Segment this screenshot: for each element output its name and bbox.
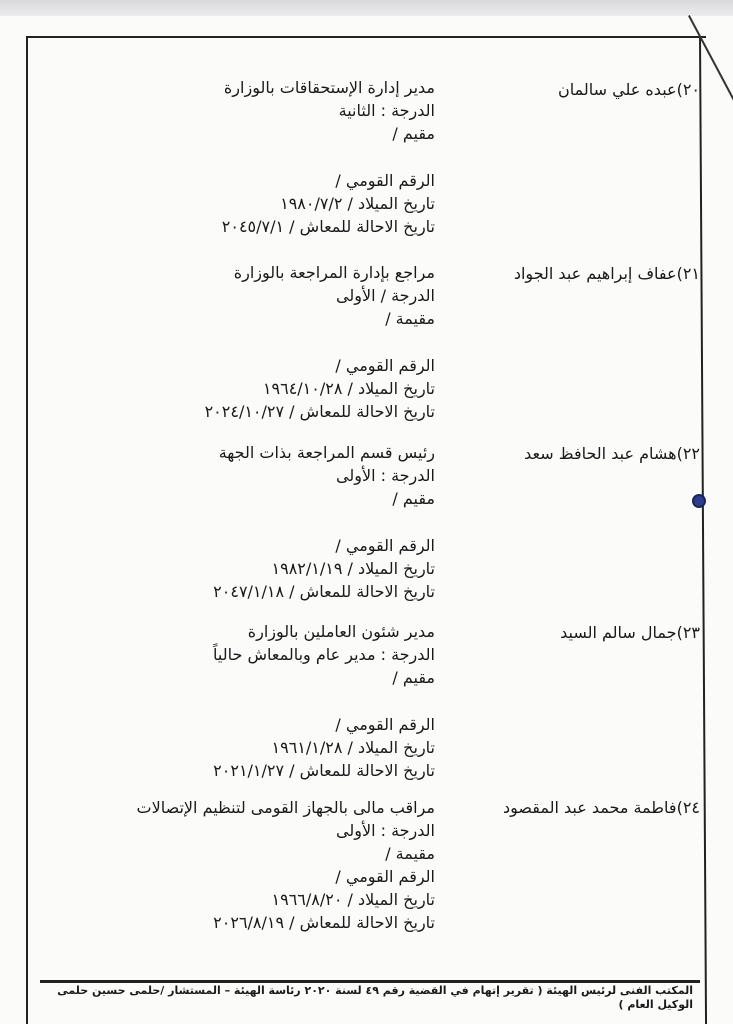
defendant-details <box>213 620 435 782</box>
defendant-entry-20 <box>40 76 700 286</box>
job-title: مدير شئون العاملين بالوزارة <box>247 622 435 641</box>
national-id: الرقم القومي / <box>335 171 435 190</box>
defendant-name: ٢٣)جمال سالم السيد <box>560 623 700 642</box>
page-footer: المكتب الفنى لرئيس الهيئة ( تقرير إتهام في القضية رقم ٤٩ لسنة ٢٠٢٠ رئاسة الهيئة – المستشار /حلمى حسين حلمى الوكيل العام ) <box>57 984 693 1011</box>
spacer <box>205 330 435 354</box>
defendant-details <box>222 76 435 238</box>
defendant-name: ٢٠)عبده علي سالمان <box>558 80 700 99</box>
scan-top-margin <box>0 0 733 16</box>
spacer <box>213 689 435 713</box>
birth-date: تاريخ الميلاد / ١٩٦١/١/٢٨ <box>271 738 435 757</box>
page-border-left <box>26 36 28 1024</box>
retirement-date: تاريخ الاحالة للمعاش / ٢٠٤٥/٧/١ <box>221 217 435 236</box>
defendant-details <box>205 261 435 423</box>
birth-date: تاريخ الميلاد / ١٩٦٦/٨/٢٠ <box>271 890 435 909</box>
spacer <box>222 145 435 169</box>
residence: مقيم / <box>392 124 435 143</box>
residence: مقيمة / <box>385 309 435 328</box>
defendant-entry-21 <box>40 261 700 471</box>
job-title: رئيس قسم المراجعة بذات الجهة <box>218 443 435 462</box>
defendant-name: ٢١)عفاف إبراهيم عبد الجواد <box>513 264 700 283</box>
defendant-details <box>213 441 435 603</box>
defendant-name: ٢٢)هشام عبد الحافظ سعد <box>524 444 700 463</box>
job-title: مدير إدارة الإستحقاقات بالوزارة <box>223 78 435 97</box>
national-id: الرقم القومي / <box>335 356 435 375</box>
national-id: الرقم القومي / <box>335 867 435 886</box>
grade: الدرجة : الأولى <box>336 466 435 485</box>
grade: الدرجة : مدير عام وبالمعاش حالياً <box>213 645 435 664</box>
national-id: الرقم القومي / <box>335 536 435 555</box>
footer-divider <box>40 980 700 983</box>
job-title: مراجع بإدارة المراجعة بالوزارة <box>233 263 435 282</box>
retirement-date: تاريخ الاحالة للمعاش / ٢٠٢٤/١٠/٢٧ <box>204 402 435 421</box>
grade: الدرجة / الأولى <box>336 286 435 305</box>
grade: الدرجة : الأولى <box>336 821 435 840</box>
retirement-date: تاريخ الاحالة للمعاش / ٢٠٢١/١/٢٧ <box>213 761 435 780</box>
spacer <box>213 510 435 534</box>
defendant-name: ٢٤)فاطمة محمد عبد المقصود <box>502 798 700 817</box>
defendant-entry-24 <box>40 796 700 1006</box>
retirement-date: تاريخ الاحالة للمعاش / ٢٠٢٦/٨/١٩ <box>213 913 435 932</box>
birth-date: تاريخ الميلاد / ١٩٨٠/٧/٢ <box>280 194 435 213</box>
job-title: مراقب مالى بالجهاز القومى لتنظيم الإتصالات <box>136 798 435 817</box>
page-border-top <box>26 36 706 38</box>
retirement-date: تاريخ الاحالة للمعاش / ٢٠٤٧/١/١٨ <box>213 582 435 601</box>
residence: مقيمة / <box>385 844 435 863</box>
grade: الدرجة : الثانية <box>338 101 435 120</box>
defendant-details <box>137 796 435 934</box>
residence: مقيم / <box>392 668 435 687</box>
birth-date: تاريخ الميلاد / ١٩٨٢/١/١٩ <box>271 559 435 578</box>
birth-date: تاريخ الميلاد / ١٩٦٤/١٠/٢٨ <box>262 379 435 398</box>
national-id: الرقم القومي / <box>335 715 435 734</box>
residence: مقيم / <box>392 489 435 508</box>
